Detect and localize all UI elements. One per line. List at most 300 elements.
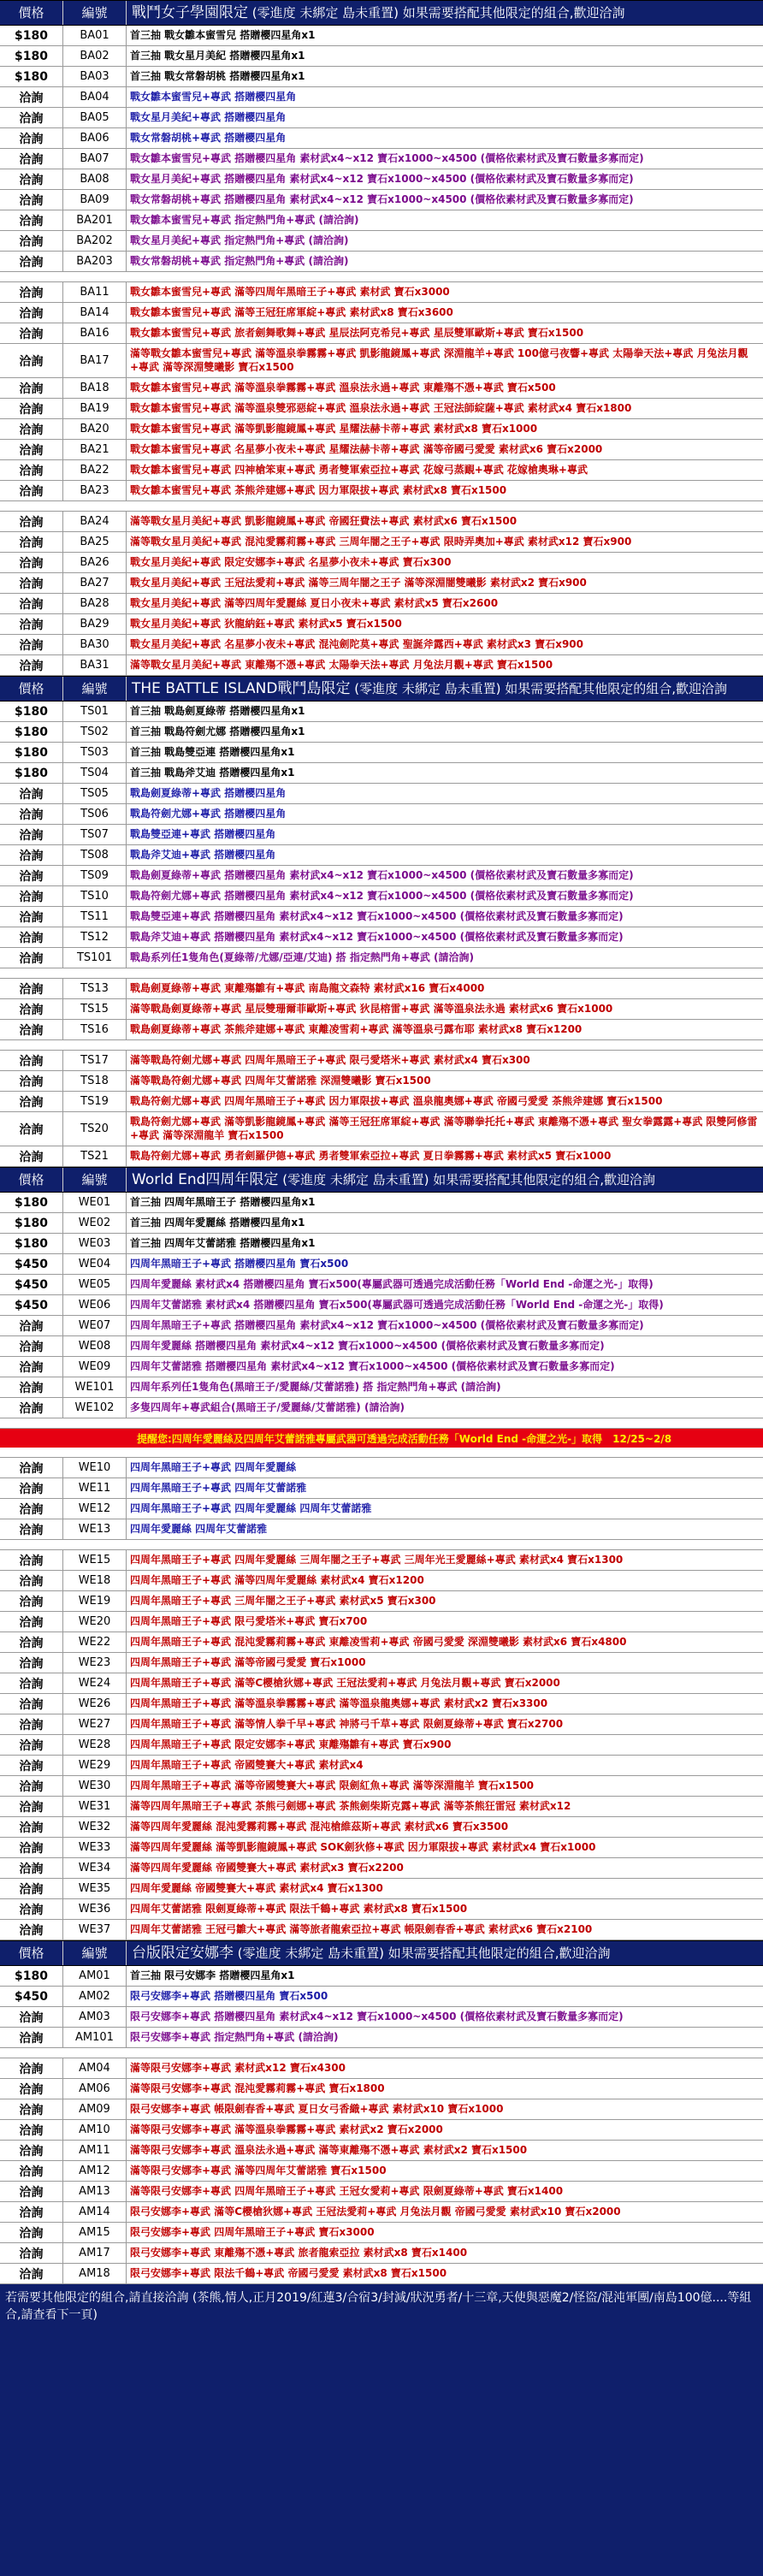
description-cell: 滿等四周年愛麗絲 帝國雙賽大+專武 素材武x3 寶石x2200 <box>130 1861 404 1874</box>
price-cell: 洽詢 <box>0 399 63 418</box>
description-cell: 四周年黑暗王子+專武 滿等C櫻槍狄娜+專武 王冠法愛莉+專武 月兔法月觀+專武 寶石x2000 <box>130 1676 560 1689</box>
table-row[interactable] <box>0 87 763 108</box>
table-row[interactable] <box>0 948 763 968</box>
table-row[interactable] <box>0 927 763 948</box>
code-cell: TS21 <box>63 1146 127 1166</box>
description-cell: 戰島符劍尤娜+專武 勇者劍羅伊德+專武 勇者雙軍索亞拉+專武 夏日拳霧霧+專武 素材武x5 寶石x1000 <box>130 1149 612 1162</box>
price-cell: 洽詢 <box>0 1920 63 1939</box>
table-row[interactable] <box>0 344 763 378</box>
table-row[interactable] <box>0 1817 763 1838</box>
code-cell: BA05 <box>63 108 127 127</box>
table-row[interactable] <box>0 128 763 149</box>
code-cell: TS13 <box>63 979 127 998</box>
code-cell: AM02 <box>63 1987 127 2006</box>
description-cell: 四周年愛麗絲 帝國雙賽大+專武 素材武x4 寶石x1300 <box>130 1881 383 1894</box>
table-row[interactable] <box>0 378 763 399</box>
price-cell: 洽詢 <box>0 1899 63 1919</box>
price-cell: 洽詢 <box>0 655 63 675</box>
table-row[interactable] <box>0 149 763 169</box>
code-cell: WE37 <box>63 1920 127 1939</box>
table-row[interactable] <box>0 1987 763 2007</box>
code-cell: BA07 <box>63 149 127 169</box>
code-cell: BA03 <box>63 67 127 86</box>
code-cell: WE19 <box>63 1591 127 1611</box>
code-cell: TS18 <box>63 1071 127 1091</box>
price-cell: 洽詢 <box>0 1112 63 1146</box>
code-cell: TS05 <box>63 784 127 803</box>
description-cell: 四周年艾蕾諾雅 素材武x4 搭贈櫻四星角 寶石x500(專屬武器可透過完成活動任務「World End -命運之光-」取得) <box>130 1298 664 1311</box>
table-row[interactable] <box>0 1899 763 1920</box>
code-cell: TS09 <box>63 866 127 885</box>
price-cell: 洽詢 <box>0 1776 63 1796</box>
price-cell: $180 <box>0 763 63 783</box>
table-row[interactable] <box>0 1653 763 1673</box>
table-row[interactable] <box>0 210 763 231</box>
price-cell: 洽詢 <box>0 927 63 947</box>
description-cell: 首三抽 戰島雙亞連 搭贈櫻四星角x1 <box>130 745 295 758</box>
listing-section <box>0 1167 763 1940</box>
table-row[interactable] <box>0 419 763 440</box>
table-row[interactable] <box>0 907 763 927</box>
price-cell: 洽詢 <box>0 2141 63 2160</box>
description-cell: 戰島劍夏綠蒂+專武 東離殤雛有+專武 南島龍文森特 素材武x16 寶石x4000 <box>130 981 485 994</box>
price-cell: 洽詢 <box>0 635 63 654</box>
section-header <box>0 0 763 26</box>
table-row[interactable] <box>0 2007 763 2028</box>
code-cell: BA11 <box>63 282 127 302</box>
price-cell: 洽詢 <box>0 231 63 251</box>
code-cell: BA06 <box>63 128 127 148</box>
section-title-main: World End四周年限定 <box>132 1171 279 1188</box>
price-cell: $450 <box>0 1987 63 2006</box>
table-row[interactable] <box>0 1735 763 1756</box>
description-cell: 戰島符劍尤娜+專武 四周年黑暗王子+專武 因力軍限拔+專武 溫泉龍奧娜+專武 帝國弓愛愛 茶熊斧建娜 寶石x1500 <box>130 1094 663 1107</box>
description-cell: 首三抽 四周年黑暗王子 搭贈櫻四星角x1 <box>130 1195 316 1208</box>
table-row[interactable] <box>0 1377 763 1398</box>
price-cell: 洽詢 <box>0 1519 63 1539</box>
description-cell: 四周年艾蕾諾雅 王冠弓雛大+專武 滿等旅者龍索亞拉+專武 帳限劍春香+專武 素材武x6 寶石x2100 <box>130 1922 593 1935</box>
description-cell: 限弓安娜李+專武 帳限劍春香+專武 夏日女弓香織+專武 素材武x10 寶石x1000 <box>130 2102 504 2115</box>
price-column-header: 價格 <box>0 1941 63 1965</box>
table-row[interactable] <box>0 886 763 907</box>
code-cell: AM15 <box>63 2223 127 2242</box>
table-row[interactable] <box>0 399 763 419</box>
price-cell: 洽詢 <box>0 2202 63 2222</box>
description-cell: 四周年黑暗王子+專武 四周年愛麗絲 三周年闇之王子+專武 三周年光王愛麗絲+專武 素材武x4 寶石x1300 <box>130 1553 624 1566</box>
description-cell: 限弓安娜李+專武 滿等C櫻槍狄娜+專武 王冠法愛莉+專武 月兔法月觀 帝國弓愛愛 素材武x10 寶石x2000 <box>130 2205 621 2218</box>
table-row[interactable] <box>0 1146 763 1167</box>
code-cell: TS12 <box>63 927 127 947</box>
code-cell: WE36 <box>63 1899 127 1919</box>
description-cell: 滿等四周年愛麗絲 滿等凱影龍鏡鳳+專武 SOK劍狄修+專武 因力軍限拔+專武 素材武x4 寶石x1000 <box>130 1840 596 1853</box>
table-row[interactable] <box>0 108 763 128</box>
table-row[interactable] <box>0 252 763 272</box>
table-row[interactable] <box>0 1966 763 1987</box>
description-cell: 多隻四周年+專武組合(黑暗王子/愛麗絲/艾蕾諾雅) (請洽詢) <box>130 1401 405 1413</box>
listing-section <box>0 0 763 676</box>
price-cell: 洽詢 <box>0 2243 63 2263</box>
table-row[interactable] <box>0 999 763 1020</box>
description-cell: 首三抽 限弓安娜李 搭贈櫻四星角x1 <box>130 1969 295 1981</box>
listing-section <box>0 1940 763 2284</box>
table-row[interactable] <box>0 1398 763 1418</box>
description-cell: 限弓安娜李+專武 搭贈櫻四星角 素材武x4~x12 寶石x1000~x4500 (價格依素材武及寶石數量多寡而定) <box>130 2010 624 2022</box>
code-cell: BA02 <box>63 46 127 66</box>
description-cell: 四周年黑暗王子+專武 滿等帝國雙賽大+專武 限劍紅魚+專武 滿等深淵龍羊 寶石x1500 <box>130 1779 535 1791</box>
table-row[interactable] <box>0 1673 763 1694</box>
code-cell: WE03 <box>63 1234 127 1253</box>
price-cell: 洽詢 <box>0 210 63 230</box>
table-row[interactable] <box>0 1632 763 1653</box>
description-cell: 滿等四周年愛麗絲 混沌愛霧莉霧+專武 混沌槍維茲斯+專武 素材武x6 寶石x3500 <box>130 1820 509 1833</box>
description-cell: 首三抽 戰島斧艾迪 搭贈櫻四星角x1 <box>130 766 295 779</box>
code-cell: BA04 <box>63 87 127 107</box>
description-cell: 戰女星月美紀+專武 王冠法愛莉+專武 滿等三周年闇之王子 滿等深淵闇雙曦影 素材武x2 寶石x900 <box>130 576 587 589</box>
price-cell: 洽詢 <box>0 282 63 302</box>
table-row[interactable] <box>0 1193 763 1213</box>
table-row[interactable] <box>0 1797 763 1817</box>
table-row[interactable] <box>0 635 763 655</box>
table-row[interactable] <box>0 1571 763 1591</box>
table-row[interactable] <box>0 2058 763 2079</box>
table-row[interactable] <box>0 2161 763 2182</box>
description-cell: 戰女雛本蜜雪兒+專武 旅者劍舞歌舞+專武 星辰法阿克希兒+專武 星辰雙軍歐斯+專武 寶石x1500 <box>130 326 584 339</box>
table-row[interactable] <box>0 282 763 303</box>
code-cell: WE05 <box>63 1275 127 1294</box>
code-cell: WE34 <box>63 1858 127 1878</box>
table-row[interactable] <box>0 594 763 614</box>
price-cell: 洽詢 <box>0 344 63 377</box>
table-row[interactable] <box>0 1591 763 1612</box>
table-row[interactable] <box>0 573 763 594</box>
table-row[interactable] <box>0 1714 763 1735</box>
description-cell: 滿等限弓安娜李+專武 四周年黑暗王子+專武 王冠女愛莉+專武 限劍夏綠蒂+專武 寶石x1400 <box>130 2184 564 2197</box>
description-cell: 戰島劍夏綠蒂+專武 茶熊斧建娜+專武 東離凌雪莉+專武 滿等溫泉弓露布耶 素材武x8 寶石x1200 <box>130 1022 583 1035</box>
code-cell: WE12 <box>63 1499 127 1519</box>
description-cell: 戰島雙亞連+專武 搭贈櫻四星角 素材武x4~x12 寶石x1000~x4500 (價格依素材武及寶石數量多寡而定) <box>130 909 624 922</box>
code-cell: WE24 <box>63 1673 127 1693</box>
description-cell: 戰島雙亞連+專武 搭贈櫻四星角 <box>130 827 276 840</box>
description-cell: 四周年黑暗王子+專武 帝國雙賽大+專武 素材武x4 <box>130 1758 364 1771</box>
description-cell: 滿等戰島符劍尤娜+專武 四周年黑暗王子+專武 限弓愛塔米+專武 素材武x4 寶石x300 <box>130 1053 530 1066</box>
description-cell: 戰女星月美紀+專武 指定熱門角+專武 (請洽詢) <box>130 234 349 246</box>
price-cell: $180 <box>0 743 63 762</box>
price-cell: $180 <box>0 1234 63 1253</box>
description-cell: 限弓安娜李+專武 東離殤不憑+專武 旅者龍索亞拉 素材武x8 寶石x1400 <box>130 2246 468 2259</box>
table-row[interactable] <box>0 1336 763 1357</box>
table-row[interactable] <box>0 1234 763 1254</box>
table-row[interactable] <box>0 655 763 676</box>
description-cell: 四周年愛麗絲 素材武x4 搭贈櫻四星角 寶石x500(專屬武器可透過完成活動任務「World End -命運之光-」取得) <box>130 1277 654 1290</box>
description-cell: 戰女星月美紀+專武 限定安娜李+專武 名星夢小夜未+專武 寶石x300 <box>130 555 452 568</box>
table-row[interactable] <box>0 722 763 743</box>
table-row[interactable] <box>0 1092 763 1112</box>
code-cell: BA26 <box>63 553 127 572</box>
code-cell: TS16 <box>63 1020 127 1039</box>
table-row[interactable] <box>0 1112 763 1146</box>
table-row[interactable] <box>0 866 763 886</box>
table-row[interactable] <box>0 553 763 573</box>
description-cell: 戰女常磐胡桃+專武 搭贈櫻四星角 素材武x4~x12 寶石x1000~x4500 (價格依素材武及寶石數量多寡而定) <box>130 192 634 205</box>
price-cell: 洽詢 <box>0 87 63 107</box>
price-cell: 洽詢 <box>0 128 63 148</box>
table-row[interactable] <box>0 323 763 344</box>
price-cell: 洽詢 <box>0 1632 63 1652</box>
code-cell: TS101 <box>63 948 127 968</box>
table-row[interactable] <box>0 1213 763 1234</box>
table-row[interactable] <box>0 169 763 190</box>
code-cell: BA29 <box>63 614 127 634</box>
table-row[interactable] <box>0 2264 763 2284</box>
code-cell: BA16 <box>63 323 127 343</box>
description-cell: 滿等戰女雛本蜜雪兒+專武 滿等溫泉拳霧霧+專武 凱影龍鏡鳳+專武 深淵龍羊+專武 100億弓夜響+專武 太陽拳天法+專武 月兔法月觀+專武 滿等深淵雙曦影 寶石x1500 <box>130 346 748 373</box>
table-row[interactable] <box>0 979 763 999</box>
table-row[interactable] <box>0 1357 763 1377</box>
price-cell: 洽詢 <box>0 594 63 613</box>
price-cell: 洽詢 <box>0 999 63 1019</box>
table-row[interactable] <box>0 1051 763 1071</box>
table-row[interactable] <box>0 26 763 46</box>
table-row[interactable] <box>0 481 763 501</box>
price-cell: 洽詢 <box>0 2028 63 2047</box>
code-cell: AM101 <box>63 2028 127 2047</box>
price-column-header: 價格 <box>0 1168 63 1192</box>
price-cell: 洽詢 <box>0 1020 63 1039</box>
table-row[interactable] <box>0 1920 763 1940</box>
description-cell: 四周年黑暗王子+專武 四周年艾蕾諾雅 <box>130 1481 307 1494</box>
price-cell: 洽詢 <box>0 2058 63 2078</box>
table-row[interactable] <box>0 1694 763 1714</box>
price-cell: 洽詢 <box>0 1714 63 1734</box>
price-cell: 洽詢 <box>0 804 63 824</box>
price-cell: 洽詢 <box>0 1591 63 1611</box>
code-cell: TS02 <box>63 722 127 742</box>
code-cell: AM18 <box>63 2264 127 2283</box>
code-cell: WE02 <box>63 1213 127 1233</box>
table-row[interactable] <box>0 2120 763 2141</box>
code-cell: WE27 <box>63 1714 127 1734</box>
section-title <box>127 1168 763 1192</box>
section-title-suffix: (零進度 未綁定 島未重置) 如果需要搭配其他限定的組合,歡迎洽詢 <box>251 5 625 21</box>
code-cell: BA23 <box>63 481 127 500</box>
code-cell: BA28 <box>63 594 127 613</box>
description-cell: 滿等戰島符劍尤娜+專武 四周年艾蕾諾雅 深淵雙曦影 寶石x1500 <box>130 1074 431 1087</box>
table-row[interactable] <box>0 1858 763 1879</box>
description-cell: 四周年黑暗王子+專武 限弓愛塔米+專武 寶石x700 <box>130 1614 368 1627</box>
description-cell: 四周年系列任1隻角色(黑暗王子/愛麗絲/艾蕾諾雅) 搭 指定熱門角+專武 (請洽詢) <box>130 1380 501 1393</box>
price-cell: $450 <box>0 1295 63 1315</box>
price-column-header: 價格 <box>0 1 63 25</box>
code-cell: BA09 <box>63 190 127 210</box>
table-row[interactable] <box>0 2202 763 2223</box>
code-cell: TS10 <box>63 886 127 906</box>
table-row[interactable] <box>0 2099 763 2120</box>
table-row[interactable] <box>0 1071 763 1092</box>
description-cell: 戰女雛本蜜雪兒+專武 滿等王冠狂席軍綻+專武 素材武x8 寶石x3600 <box>130 305 453 318</box>
price-cell: 洽詢 <box>0 1377 63 1397</box>
table-row[interactable] <box>0 67 763 87</box>
price-cell: 洽詢 <box>0 2079 63 2099</box>
price-cell: 洽詢 <box>0 1478 63 1498</box>
table-row[interactable] <box>0 1458 763 1478</box>
price-cell: 洽詢 <box>0 1838 63 1857</box>
table-row[interactable] <box>0 532 763 553</box>
description-cell: 戰女雛本蜜雪兒+專武 滿等溫泉拳霧霧+專武 溫泉法永過+專武 東離殤不憑+專武 寶石x500 <box>130 381 556 394</box>
section-title <box>127 1941 763 1965</box>
price-cell: 洽詢 <box>0 1357 63 1377</box>
table-row[interactable] <box>0 614 763 635</box>
code-cell: WE29 <box>63 1756 127 1775</box>
code-cell: WE15 <box>63 1550 127 1570</box>
table-row[interactable] <box>0 1275 763 1295</box>
code-cell: WE22 <box>63 1632 127 1652</box>
section-header <box>0 1940 763 1966</box>
code-cell: WE35 <box>63 1879 127 1898</box>
footer-note: 若需要其他限定的組合,請直接洽詢 (茶熊,情人,正月2019/紅蓮3/合宿3/封減/狀況勇者/十三章,天使與惡魔2/怪盜/混沌軍團/南島100億....等組合,請查看下一頁) <box>0 2284 763 2576</box>
table-row[interactable] <box>0 46 763 67</box>
section-title-suffix: (零進度 未綁定 島未重置) 如果需要搭配其他限定的組合,歡迎洽詢 <box>354 681 728 696</box>
code-cell: WE04 <box>63 1254 127 1274</box>
price-cell: 洽詢 <box>0 1071 63 1091</box>
description-cell: 戰女雛本蜜雪兒+專武 四神槍笨東+專武 勇者雙軍索亞拉+專武 花嫁弓蒸靦+專武 花嫁槍奧琳+專武 <box>130 463 588 476</box>
description-cell: 滿等限弓安娜李+專武 混沌愛霧莉霧+專武 寶石x1800 <box>130 2082 385 2094</box>
table-row[interactable] <box>0 1020 763 1040</box>
description-cell: 戰女常磐胡桃+專武 指定熱門角+專武 (請洽詢) <box>130 254 349 267</box>
price-cell: 洽詢 <box>0 1879 63 1898</box>
table-row[interactable] <box>0 1519 763 1540</box>
code-cell: WE01 <box>63 1193 127 1212</box>
price-cell: 洽詢 <box>0 1051 63 1070</box>
code-cell: TS08 <box>63 845 127 865</box>
description-cell: 滿等限弓安娜李+專武 溫泉法永過+專武 滿等東離殤不憑+專武 素材武x2 寶石x1500 <box>130 2143 528 2156</box>
price-cell: 洽詢 <box>0 1092 63 1111</box>
description-cell: 戰島符劍尤娜+專武 搭贈櫻四星角 <box>130 807 287 820</box>
description-cell: 戰女雛本蜜雪兒+專武 滿等四周年黑暗王子+專武 素材武 寶石x3000 <box>130 285 450 298</box>
description-cell: 滿等限弓安娜李+專武 素材武x12 寶石x4300 <box>130 2061 346 2074</box>
table-row[interactable] <box>0 743 763 763</box>
code-cell: WE33 <box>63 1838 127 1857</box>
group-spacer <box>0 272 763 282</box>
table-row[interactable] <box>0 512 763 532</box>
code-cell: AM17 <box>63 2243 127 2263</box>
section-title-suffix: (零進度 未綁定 島未重置) 如果需要搭配其他限定的組合,歡迎洽詢 <box>237 1945 611 1961</box>
description-cell: 戰女雛本蜜雪兒+專武 搭贈櫻四星角 <box>130 90 297 103</box>
table-row[interactable] <box>0 702 763 722</box>
code-cell: BA202 <box>63 231 127 251</box>
code-cell: AM12 <box>63 2161 127 2181</box>
table-row[interactable] <box>0 1838 763 1858</box>
table-row[interactable] <box>0 1254 763 1275</box>
price-cell: 洽詢 <box>0 460 63 480</box>
description-cell: 戰島符劍尤娜+專武 滿等凱影龍鏡鳳+專武 滿等王冠狂席軍綻+專武 滿等聯拳托托+專武 東離殤不憑+專武 聖女拳露露+專武 限雙阿修雷+專武 滿等深淵龍羊 寶石x1500 <box>130 1115 758 1141</box>
description-cell: 四周年黑暗王子+專武 限定安娜李+專武 東離殤雛有+專武 寶石x900 <box>130 1738 452 1750</box>
table-row[interactable] <box>0 1550 763 1571</box>
code-cell: WE30 <box>63 1776 127 1796</box>
description-cell: 限弓安娜李+專武 搭贈櫻四星角 寶石x500 <box>130 1989 328 2002</box>
group-spacer <box>0 1540 763 1550</box>
table-row[interactable] <box>0 440 763 460</box>
table-row[interactable] <box>0 231 763 252</box>
table-row[interactable] <box>0 2243 763 2264</box>
code-cell: WE101 <box>63 1377 127 1397</box>
price-cell: 洽詢 <box>0 845 63 865</box>
price-cell: 洽詢 <box>0 149 63 169</box>
price-cell: 洽詢 <box>0 1499 63 1519</box>
price-cell: 洽詢 <box>0 1817 63 1837</box>
price-cell: 洽詢 <box>0 2099 63 2119</box>
table-row[interactable] <box>0 784 763 804</box>
table-row[interactable] <box>0 303 763 323</box>
description-cell: 四周年黑暗王子+專武 搭贈櫻四星角 素材武x4~x12 寶石x1000~x4500 (價格依素材武及寶石數量多寡而定) <box>130 1318 644 1331</box>
table-row[interactable] <box>0 2079 763 2099</box>
code-column-header: 編號 <box>63 677 127 701</box>
description-cell: 戰女常磐胡桃+專武 搭贈櫻四星角 <box>130 131 287 144</box>
table-row[interactable] <box>0 804 763 825</box>
code-cell: WE23 <box>63 1653 127 1673</box>
code-cell: BA18 <box>63 378 127 398</box>
price-cell: $450 <box>0 1254 63 1274</box>
code-cell: BA203 <box>63 252 127 271</box>
table-row[interactable] <box>0 2028 763 2048</box>
table-row[interactable] <box>0 1879 763 1899</box>
table-row[interactable] <box>0 1499 763 1519</box>
code-cell: TS17 <box>63 1051 127 1070</box>
price-cell: 洽詢 <box>0 512 63 531</box>
table-row[interactable] <box>0 763 763 784</box>
description-cell: 限弓安娜李+專武 指定熱門角+專武 (請洽詢) <box>130 2030 339 2043</box>
code-cell: WE20 <box>63 1612 127 1631</box>
description-cell: 首三抽 戰女常磐胡桃 搭贈櫻四星角x1 <box>130 69 305 82</box>
price-cell: 洽詢 <box>0 252 63 271</box>
listing-section <box>0 676 763 1167</box>
table-row[interactable] <box>0 1756 763 1776</box>
description-cell: 戰女星月美紀+專武 滿等四周年愛麗絲 夏日小夜未+專武 素材武x5 寶石x2600 <box>130 596 499 609</box>
table-row[interactable] <box>0 2182 763 2202</box>
price-cell: 洽詢 <box>0 2182 63 2201</box>
price-cell: 洽詢 <box>0 1146 63 1166</box>
table-row[interactable] <box>0 1295 763 1316</box>
section-title-suffix: (零進度 未綁定 島未重置) 如果需要搭配其他限定的組合,歡迎洽詢 <box>282 1172 655 1187</box>
code-cell: AM03 <box>63 2007 127 2027</box>
description-cell: 戰女雛本蜜雪兒+專武 滿等溫泉雙邪惡綻+專武 溫泉法永過+專武 王冠法師綻薩+專武 素材武x4 寶石x1800 <box>130 401 632 414</box>
table-row[interactable] <box>0 1776 763 1797</box>
table-row[interactable] <box>0 1316 763 1336</box>
table-row[interactable] <box>0 2223 763 2243</box>
table-row[interactable] <box>0 1478 763 1499</box>
code-cell: WE32 <box>63 1817 127 1837</box>
code-cell: TS04 <box>63 763 127 783</box>
price-cell: $180 <box>0 46 63 66</box>
code-cell: BA25 <box>63 532 127 552</box>
table-row[interactable] <box>0 845 763 866</box>
table-row[interactable] <box>0 190 763 210</box>
code-cell: AM10 <box>63 2120 127 2140</box>
price-cell: 洽詢 <box>0 1735 63 1755</box>
code-cell: WE06 <box>63 1295 127 1315</box>
price-cell: 洽詢 <box>0 1653 63 1673</box>
table-row[interactable] <box>0 1612 763 1632</box>
description-cell: 首三抽 戰島符劍尤娜 搭贈櫻四星角x1 <box>130 725 305 737</box>
description-cell: 滿等限弓安娜李+專武 滿等溫泉拳霧霧+專武 素材武x2 寶石x2000 <box>130 2123 443 2135</box>
table-row[interactable] <box>0 460 763 481</box>
description-cell: 戰島劍夏綠蒂+專武 搭贈櫻四星角 素材武x4~x12 寶石x1000~x4500 (價格依素材武及寶石數量多寡而定) <box>130 868 634 881</box>
table-row[interactable] <box>0 825 763 845</box>
description-cell: 四周年黑暗王子+專武 搭贈櫻四星角 寶石x500 <box>130 1257 349 1270</box>
description-cell: 戰島劍夏綠蒂+專武 搭贈櫻四星角 <box>130 786 287 799</box>
code-column-header: 編號 <box>63 1941 127 1965</box>
price-cell: $180 <box>0 1213 63 1233</box>
table-row[interactable] <box>0 2141 763 2161</box>
